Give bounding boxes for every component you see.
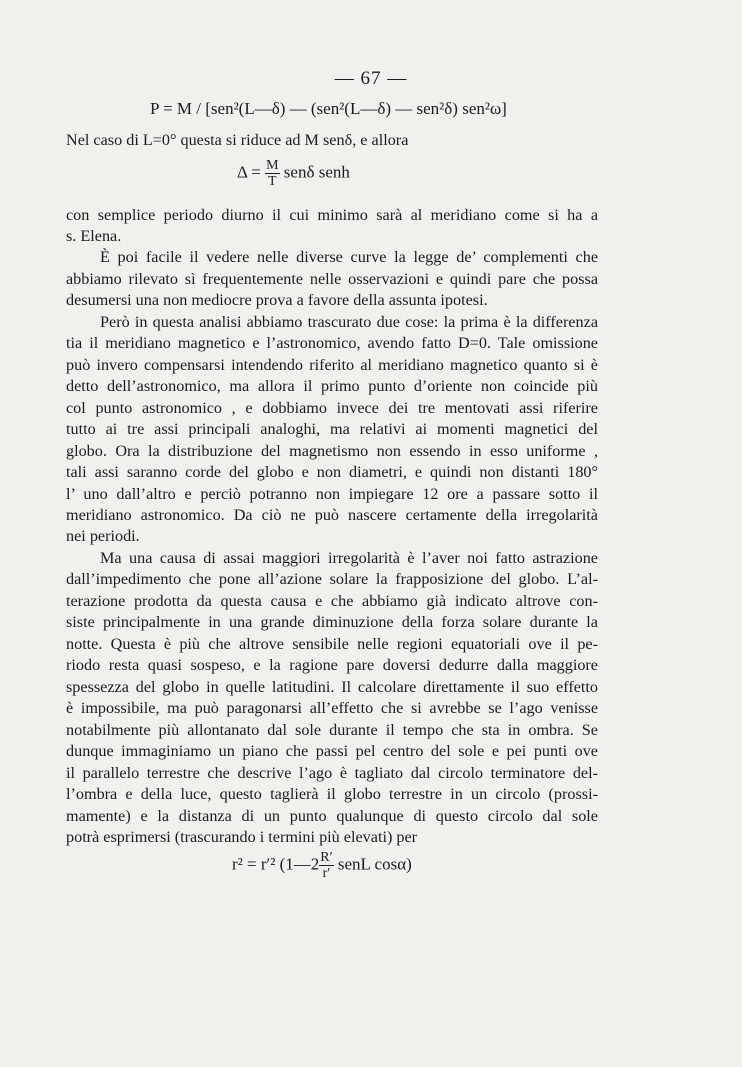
page-number: — 67 — <box>334 68 408 89</box>
text-line: l’ uno dall’altro e perciò potranno non impiegare 12 ore a passare sotto il <box>66 485 598 503</box>
text-line: Ma una causa di assai maggiori irregolarità è l’aver noi fatto astrazione <box>100 549 598 567</box>
text-line: globo. Ora la distribuzione del magnetismo non essendo in esso uniforme , <box>66 442 598 460</box>
text-line: notabilmente più allontanato dal sole durante il tempo che sta in ombra. Se <box>66 721 598 739</box>
text-line: notte. Questa è più che altrove sensibile nelle regioni equatoriali ove il pe- <box>66 635 598 653</box>
text-line: dunque immaginiamo un piano che passi pel centro del sole e pei punti ove <box>66 742 598 760</box>
text-line: Però in questa analisi abbiamo trascurato due cose: la prima è la differenza <box>100 313 598 331</box>
text-line: mamente) e la distanza di un punto qualunque di questo circolo dal sole <box>66 807 598 825</box>
text-line: s. Elena. <box>66 227 122 245</box>
formula-r <box>232 850 412 881</box>
text-line: tali assi saranno corde del globo e non diametri, e quindi non distanti 180° <box>66 463 598 481</box>
formula-delta-denominator: T <box>268 174 277 189</box>
formula-r-rhs: senL cosα) <box>337 854 412 874</box>
text-line: riodo resta quasi sospeso, e la ragione pare doversi dedurre dalla maggiore <box>66 656 598 674</box>
formula-delta-fraction <box>265 158 279 189</box>
formula-r-lhs: r² = r′² (1—2 <box>232 854 320 874</box>
formula-delta-rhs: senδ senh <box>283 162 350 182</box>
text-line: dall’impedimento che pone all’azione solare la frapposizione del globo. L’al- <box>66 570 598 588</box>
text-line: tutto ai tre assi principali analoghi, ma relativi ai momenti magnetici del <box>66 420 598 438</box>
formula-delta-lhs: Δ = <box>237 162 261 182</box>
text-line: potrà esprimersi (trascurando i termini più elevati) per <box>66 828 418 846</box>
formula-r-numerator: R′ <box>320 850 333 865</box>
text-line: detto dell’astronomico, ma allora il primo punto d’oriente non coincide più <box>66 377 598 395</box>
text-line: con semplice periodo diurno il cui minimo sarà al meridiano come si ha a <box>66 206 598 224</box>
text-line: è impossibile, ma può paragonarsi all’effetto che si avrebbe se l’ago venisse <box>66 699 598 717</box>
text-line: tia il meridiano magnetico e l’astronomico, avendo fatto D=0. Tale omissione <box>66 334 598 352</box>
text-line: può invero compensarsi intendendo riferito al meridiano magnetico quanto si è <box>66 356 598 374</box>
text-line: Nel caso di L=0° questa si riduce ad M senδ, e allora <box>66 131 409 149</box>
text-line: terazione prodotta da questa causa e che abbiamo già indicato altrove con- <box>66 592 598 610</box>
text-line: spessezza del globo in quelle latitudini. Il calcolare direttamente il suo effetto <box>66 678 598 696</box>
text-line: siste principalmente in una grande diminuzione della forza solare durante la <box>66 613 598 631</box>
formula-r-denominator: r′ <box>322 866 331 881</box>
text-line: col punto astronomico , e dobbiamo invece dei tre mentovati assi riferire <box>66 399 598 417</box>
text-line: È poi facile il vedere nelle diverse curve la legge de’ complementi che <box>100 248 598 266</box>
text-line: meridiano astronomico. Da ciò ne può nascere certamente della irregolarità <box>66 506 598 524</box>
formula-r-fraction <box>319 850 333 881</box>
text-line: nei periodi. <box>66 527 140 545</box>
text-line: abbiamo rilevato sì frequentemente nelle osservazioni e quindi pare che possa <box>66 270 598 288</box>
text-line: desumersi una non mediocre prova a favore della assunta ipotesi. <box>66 291 488 309</box>
formula-p: P = M / [sen²(L—δ) — (sen²(L—δ) — sen²δ) sen²ω] <box>150 99 507 118</box>
text-line: il parallelo terrestre che descrive l’ago è tagliato dal circolo terminatore del- <box>66 764 598 782</box>
formula-delta-numerator: M <box>266 158 279 173</box>
text-line: l’ombra e della luce, questo taglierà il globo terrestre in un circolo (prossi- <box>66 785 598 803</box>
